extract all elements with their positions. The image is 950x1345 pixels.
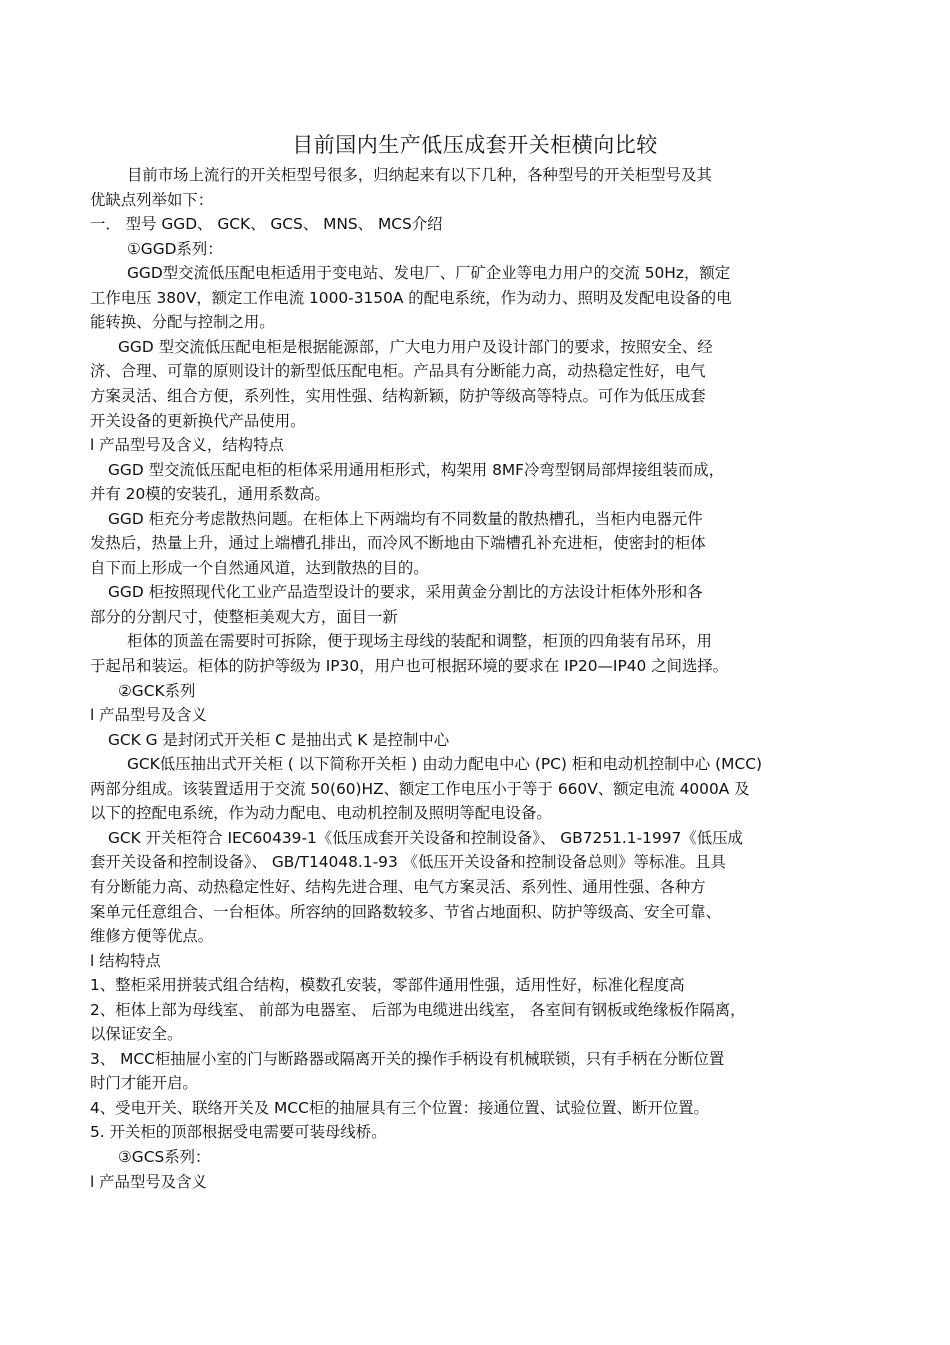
text-line: 2、柜体上部为母线室、 前部为电器室、 后部为电缆进出线室， 各室间有钢板或绝缘板作隔离， <box>90 1000 746 1019</box>
text-line: 两部分组成。该装置适用于交流 50(60)HZ、额定工作电压小于等于 660V、额定电流 4000A 及 <box>90 779 750 798</box>
text-line: 于起吊和装运。柜体的防护等级为 IP30，用户也可根据环境的要求在 IP20—IP40 之间选择。 <box>90 657 729 675</box>
text-line: 以保证安全。 <box>90 1025 183 1044</box>
text-line: 1、整柜采用拼装式组合结构，模数孔安装，零部件通用性强，适用性好，标准化程度高 <box>90 976 685 995</box>
text-line: GGD型交流低压配电柜适用于变电站、发电厂、厂矿企业等电力用户的交流 50Hz，额定 <box>127 264 731 283</box>
text-line: 目前市场上流行的开关柜型号很多，归纳起来有以下几种，各种型号的开关柜型号及其 <box>127 166 712 184</box>
text-line: GGD 型交流低压配电柜的柜体采用通用柜形式，构架用 8MF冷弯型钢局部焊接组装而成， <box>108 460 725 479</box>
text-line: l 结构特点 <box>90 951 161 970</box>
text-line: 时门才能开启。 <box>90 1074 198 1093</box>
text-line: 4、受电开关、联络开关及 MCC柜的抽屉具有三个位置：接通位置、试验位置、断开位置。 <box>90 1098 709 1117</box>
text-line: 有分断能力高、动热稳定性好、结构先进合理、电气方案灵活、系列性、通用性强、各种方 <box>90 877 706 896</box>
text-line: 案单元任意组合、一台柜体。所容纳的回路数较多、节省占地面积、防护等级高、安全可靠、 <box>90 902 722 921</box>
text-line: GCK G 是封闭式开关柜 C 是抽出式 K 是控制中心 <box>108 730 450 749</box>
text-line: 发热后，热量上升，通过上端槽孔排出，而冷风不断地由下端槽孔补充进柜，使密封的柜体 <box>90 534 706 553</box>
text-line: ①GGD系列： <box>127 239 223 258</box>
text-line: 套开关设备和控制设备》、 GB/T14048.1-93 《低压开关设备和控制设备总则》等标准。且具 <box>90 853 726 872</box>
text-line: ②GCK系列 <box>118 681 196 700</box>
text-line: 一． 型号 GGD、 GCK、 GCS、 MNS、 MCS介绍 <box>90 215 443 234</box>
text-line: 部分的分割尺寸，使整柜美观大方，面目一新 <box>90 607 398 626</box>
text-line: GCK低压抽出式开关柜 ( 以下简称开关柜 ) 由动力配电中心 (PC) 柜和电动机控制中心 (MCC) <box>127 755 762 774</box>
text-line: l 产品型号及含义 <box>90 1172 207 1191</box>
text-line: l 产品型号及含义 <box>90 706 207 725</box>
text-line: 能转换、分配与控制之用。 <box>90 313 275 332</box>
text-line: GGD 型交流低压配电柜是根据能源部，广大电力用户及设计部门的要求，按照安全、经 <box>118 337 713 356</box>
document-title: 目前国内生产低压成套开关柜横向比较 <box>292 133 658 157</box>
text-line: 工作电压 380V，额定工作电流 1000-3150A 的配电系统，作为动力、照明及发配电设备的电 <box>90 288 732 307</box>
text-line: 5. 开关柜的顶部根据受电需要可装母线桥。 <box>90 1123 387 1142</box>
text-line: GGD 柜按照现代化工业产品造型设计的要求，采用黄金分割比的方法设计柜体外形和各 <box>108 583 703 602</box>
text-line: 并有 20模的安装孔，通用系数高。 <box>90 485 330 504</box>
text-line: GGD 柜充分考虑散热问题。在柜体上下两端均有不同数量的散热槽孔，当柜内电器元件 <box>108 509 703 528</box>
text-line: 以下的控配电系统，作为动力配电、电动机控制及照明等配电设备。 <box>90 804 552 823</box>
text-line: 开关设备的更新换代产品使用。 <box>90 411 306 430</box>
text-line: ③GCS系列： <box>118 1148 211 1166</box>
text-line: 维修方便等优点。 <box>90 927 214 946</box>
text-line: 方案灵活、组合方便，系列性，实用性强、结构新颖，防护等级高等特点。可作为低压成套 <box>90 386 706 405</box>
text-line: 济、合理、可靠的原则设计的新型低压配电柜。产品具有分断能力高，动热稳定性好，电气 <box>90 362 706 381</box>
text-line: GCK 开关柜符合 IEC60439-1《低压成套开关设备和控制设备》、 GB7251.1-1997《低压成 <box>108 828 743 847</box>
text-line: 3、 MCC柜抽屉小室的门与断路器或隔离开关的操作手柄设有机械联锁，只有手柄在分断位置 <box>90 1049 725 1068</box>
text-line: l 产品型号及含义，结构特点 <box>90 436 284 455</box>
text-line: 自下而上形成一个自然通风道，达到散热的目的。 <box>90 558 429 577</box>
text-line: 柜体的顶盖在需要时可拆除，便于现场主母线的装配和调整，柜顶的四角装有吊环，用 <box>127 632 712 651</box>
text-line: 优缺点列举如下： <box>90 190 214 209</box>
